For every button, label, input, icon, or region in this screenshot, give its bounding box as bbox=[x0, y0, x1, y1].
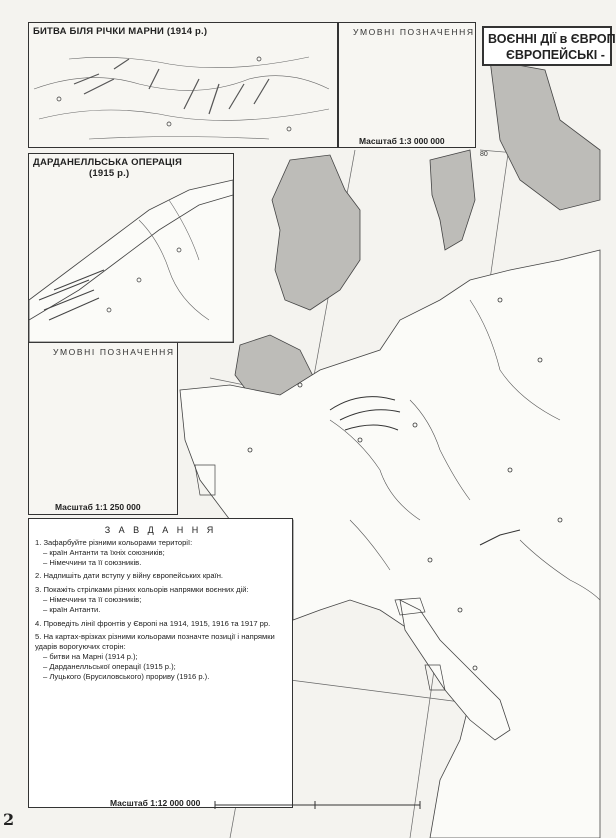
task-item bbox=[35, 632, 290, 681]
tasks-heading: З А В Д А Н Н Я bbox=[104, 525, 217, 535]
main-title-line1: ВОЄННІ ДІЇ в ЄВРОП bbox=[488, 32, 616, 46]
task-text: 5. На картах-врізках різними кольорами позначте позиції і напрямки ударів ворогуючих сторін: bbox=[35, 632, 275, 652]
main-map-scale-bar bbox=[215, 800, 425, 810]
main-map-scale: Масштаб 1:12 000 000 bbox=[110, 798, 201, 808]
task-sub: – Німеччини та її союзників; bbox=[43, 594, 142, 604]
main-title-line2: ЄВРОПЕЙСЬКІ - bbox=[506, 48, 605, 62]
task-item bbox=[35, 585, 290, 614]
task-sub: – країн Антанти. bbox=[43, 604, 101, 614]
task-item bbox=[35, 538, 290, 567]
marne-scale: Масштаб 1:3 000 000 bbox=[359, 136, 445, 146]
task-sub: – битви на Марні (1914 р.); bbox=[43, 651, 138, 661]
task-text: 4. Проведіть лінії фронтів у Європі на 1914, 1915, 1916 та 1917 рр. bbox=[35, 618, 271, 628]
marne-legend-title: УМОВНІ ПОЗНАЧЕННЯ bbox=[353, 27, 475, 37]
task-sub: – Луцького (Брусиловського) прориву (1916 р.). bbox=[43, 671, 210, 681]
dardanelles-legend-title: УМОВНІ ПОЗНАЧЕННЯ bbox=[53, 347, 175, 357]
task-text: 2. Надпишіть дати вступу у війну європейських країн. bbox=[35, 571, 224, 581]
task-text: 3. Покажіть стрілками різних кольорів напрямки воєнних дій: bbox=[35, 585, 249, 595]
task-sub: – країн Антанти та їхніх союзників; bbox=[43, 547, 165, 557]
page-number: 2 bbox=[3, 810, 15, 829]
dardanelles-inset-drawing bbox=[29, 180, 233, 342]
dardanelles-legend-box bbox=[28, 343, 178, 515]
marne-inset-title: БИТВА БІЛЯ РІЧКИ МАРНИ (1914 р.) bbox=[33, 26, 208, 37]
marne-legend-box bbox=[338, 22, 476, 148]
tasks-box bbox=[28, 518, 293, 808]
task-list bbox=[35, 538, 290, 685]
dardanelles-inset-map bbox=[28, 153, 234, 343]
marne-inset-drawing bbox=[29, 39, 337, 147]
marne-inset-map bbox=[28, 22, 338, 148]
task-sub: – Німеччини та її союзників. bbox=[43, 557, 142, 567]
task-item bbox=[35, 619, 290, 629]
task-text: 1. Зафарбуйте різними кольорами території: bbox=[35, 538, 193, 547]
dardanelles-scale: Масштаб 1:1 250 000 bbox=[55, 502, 141, 512]
dardanelles-inset-title-2: (1915 р.) bbox=[89, 168, 130, 179]
main-title-box bbox=[482, 26, 616, 66]
task-item bbox=[35, 571, 290, 581]
task-sub: – Дарданелльської операції (1915 р.); bbox=[43, 661, 176, 671]
dardanelles-inset-title-1: ДАРДАНЕЛЛЬСЬКА ОПЕРАЦІЯ bbox=[33, 157, 183, 168]
grid-label-80: 80 bbox=[480, 151, 488, 158]
